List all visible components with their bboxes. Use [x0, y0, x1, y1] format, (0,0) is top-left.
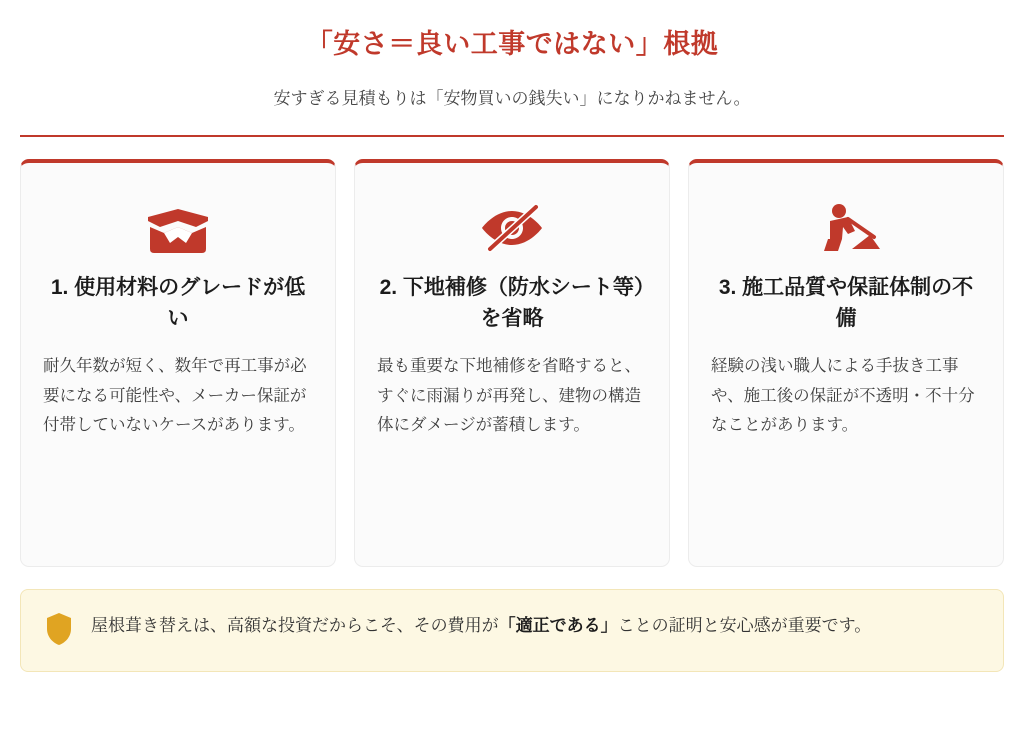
reason-card-list — [20, 159, 1004, 567]
reason-card-body: 経験の浅い職人による手抜き工事や、施工後の保証が不透明・不十分なことがあります。 — [711, 357, 975, 434]
header-divider — [20, 135, 1004, 137]
open-box-icon — [140, 189, 216, 267]
page-title: 「安さ＝良い工事ではない」根拠 — [305, 29, 719, 59]
note-text — [91, 610, 871, 641]
reason-card-body: 最も重要な下地補修を省略すると、すぐに雨漏りが再発し、建物の構造体にダメージが蓄積します。 — [377, 357, 641, 434]
reason-card-title: 3. 施工品質や保証体制の不備 — [718, 276, 974, 330]
reason-card-title: 2. 下地補修（防水シート等）を省略 — [379, 276, 645, 330]
reason-card-title: 1. 使用材料のグレードが低い — [50, 276, 306, 330]
note-banner — [20, 589, 1004, 672]
reason-card — [20, 159, 336, 567]
reason-card-body: 耐久年数が短く、数年で再工事が必要になる可能性や、メーカー保証が付帯していないケースがあります。 — [43, 357, 307, 434]
note-text-bold: 「適正である」 — [498, 616, 618, 636]
note-text-after: ことの証明と安心感が重要です。 — [617, 616, 872, 636]
worker-digging-icon — [808, 189, 884, 267]
shield-icon — [45, 612, 73, 651]
eye-slash-icon — [474, 189, 550, 267]
reason-card — [688, 159, 1004, 567]
reason-card — [354, 159, 670, 567]
note-text-before: 屋根葺き替えは、高額な投資だからこそ、その費用が — [91, 616, 499, 636]
page-subtitle: 安すぎる見積もりは「安物買いの銭失い」になりかねません。 — [273, 88, 751, 108]
